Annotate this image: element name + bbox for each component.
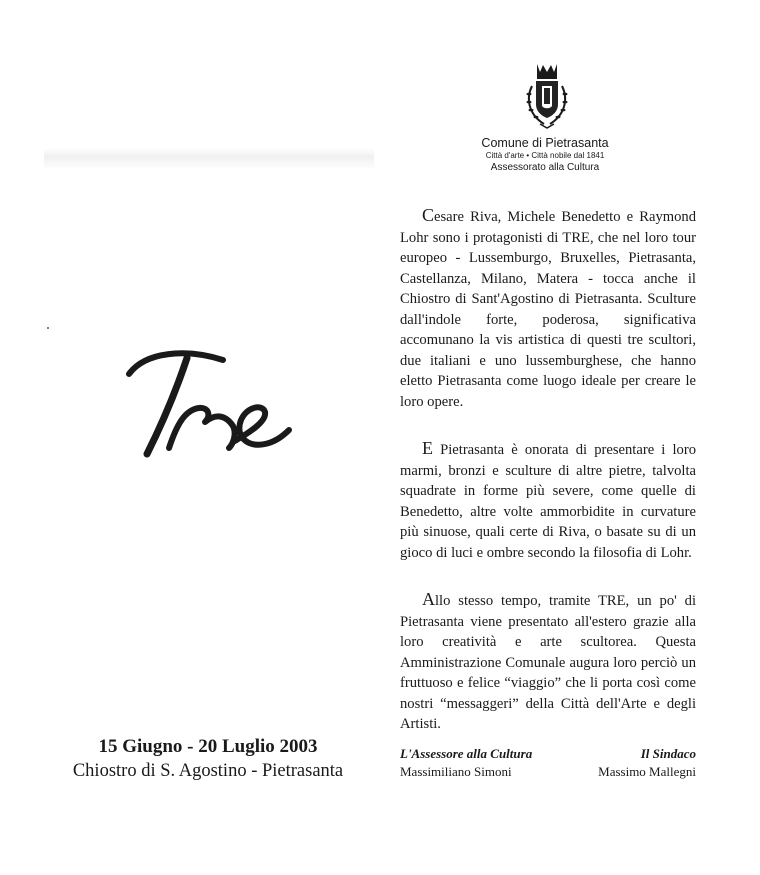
tre-logo: [125, 330, 295, 470]
letter-body: [400, 205, 696, 761]
letter-paragraph-1: Cesare Riva, Michele Benedetto e Raymond Lohr sono i protagonisti di TRE, che nel loro tour europeo - Lussemburgo, Bruxelles, Pietrasanta, Castellanza, Milano, Matera - tocca anche il Chiostro di Sant'Agostino di Pietrasanta. Sculture dall'indole forte, poderosa, significativa accomunano la vis artistica di questi tre scultori, due italiani e uno lussemburghese, che hanno eletto Pietrasanta come luogo ideale per creare le loro opere.: [400, 205, 696, 410]
date-range: 15 Giugno - 20 Luglio 2003: [98, 736, 318, 757]
letter-paragraph-2: E Pietrasanta è onorata di presentare i loro marmi, bronzi e sculture di altre pietre, talvolta squadrate in forme più severe, come quelle di Benedetto, altre volte ammorbidite in curvature più sinuose, quali certe di Riva, o basate su di un gioco di luci e ombre secondo la filosofia di Lohr.: [400, 438, 696, 561]
signature-role: Il Sindaco: [640, 746, 696, 761]
department-name: Assessorato alla Cultura: [490, 162, 600, 173]
municipal-crest-icon: [522, 62, 572, 130]
signature-assessore: [400, 745, 532, 781]
comune-header: [445, 136, 645, 174]
venue: Chiostro di S. Agostino - Pietrasanta: [72, 761, 344, 781]
signature-name: Massimiliano Simoni: [400, 764, 512, 779]
comune-name: Comune di Pietrasanta: [481, 136, 609, 150]
signature-name: Massimo Mallegni: [598, 764, 696, 779]
signature-role: L'Assessore alla Cultura: [400, 746, 533, 761]
fold-shadow: [44, 148, 374, 170]
comune-subtitle: Città d'arte • Città nobile dal 1841: [485, 151, 605, 160]
letter-paragraph-3: Allo stesso tempo, tramite TRE, un po' di Pietrasanta viene presentato all'estero grazie alla loro creatività e arte scultorea. Questa Amministrazione Comunale augura loro perciò un fruttuoso e felice “viaggio” che li porta così come nostri “messaggeri” della Città dell'Arte e degli Artisti.: [400, 589, 696, 732]
signature-sindaco: [598, 745, 696, 781]
paper-speck: [47, 327, 49, 329]
exhibition-dates: [40, 735, 376, 783]
